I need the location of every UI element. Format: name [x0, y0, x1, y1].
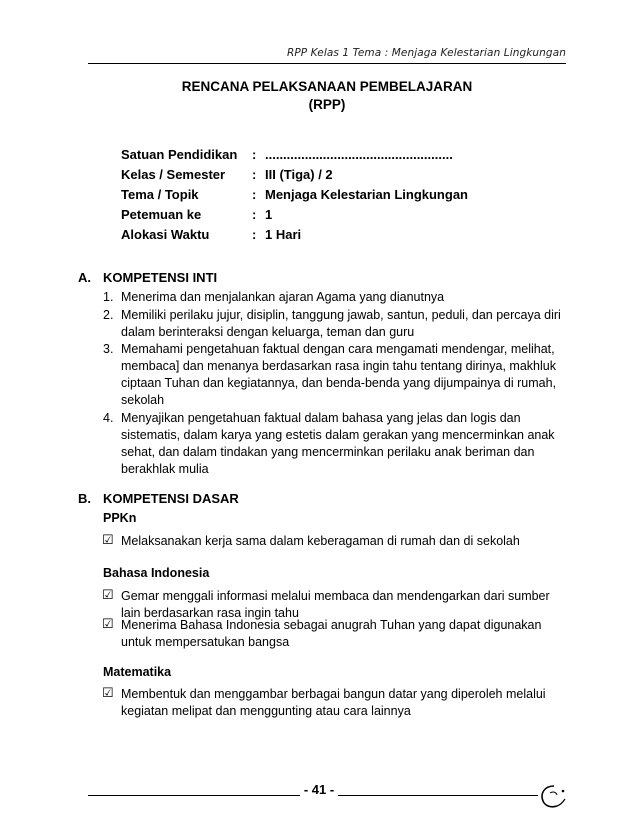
publisher-logo-icon	[536, 782, 570, 810]
info-value: III (Tiga) / 2	[265, 167, 333, 182]
kd-line: kegiatan melipat dan menggunting atau cara lainnya	[121, 704, 411, 718]
info-colon: :	[252, 227, 257, 242]
ki-line: Memahami pengetahuan faktual dengan cara mengamati mendengar, melihat,	[121, 342, 555, 356]
ki-line: ciptaan Tuhan dan kegiatannya, dan benda-benda yang dijumpainya di rumah,	[121, 376, 557, 390]
info-value: Menjaga Kelestarian Lingkungan	[265, 187, 468, 202]
ki-line: berakhlak mulia	[121, 462, 209, 476]
ki-number: 2.	[103, 308, 114, 322]
kd-line: Gemar menggali informasi melalui membaca dan mendengarkan dari sumber	[121, 589, 550, 603]
ki-item-3	[121, 341, 566, 409]
info-colon: :	[252, 187, 257, 202]
kd-line: untuk mempersatukan bangsa	[121, 635, 290, 649]
ki-number: 3.	[103, 342, 114, 356]
info-colon: :	[252, 167, 257, 182]
subject-heading-bahasa: Bahasa Indonesia	[103, 566, 210, 580]
subject-heading-ppkn: PPKn	[103, 511, 137, 525]
info-label: Petemuan ke	[121, 207, 202, 222]
checkbox-icon: ☑	[102, 616, 114, 631]
ki-item-2	[121, 307, 566, 341]
info-value: 1	[265, 207, 273, 222]
info-value: 1 Hari	[265, 227, 302, 242]
ki-line: Menyajikan pengetahuan faktual dalam bahasa yang jelas dan logis dan	[121, 411, 521, 425]
kd-line: lain berdasarkan rasa ingin tahu	[121, 606, 299, 620]
ki-line: sistematis, dalam karya yang estetis dalam gerakan yang mencerminkan anak	[121, 428, 555, 442]
kd-line: Menerima Bahasa Indonesia sebagai anugrah Tuhan yang dapat digunakan	[121, 618, 542, 632]
kd-line: Melaksanakan kerja sama dalam keberagaman di rumah dan di sekolah	[121, 534, 520, 548]
info-label: Kelas / Semester	[121, 167, 226, 182]
kd-item-ppkn-1	[121, 533, 571, 550]
ki-line: sehat, dan dalam tindakan yang mencerminkan perilaku anak beriman dan	[121, 445, 535, 459]
kd-line: Membentuk dan menggambar berbagai bangun datar yang diperoleh melalui	[121, 687, 546, 701]
doc-subtitle: (RPP)	[308, 97, 346, 112]
ki-line: Memiliki perilaku jujur, disiplin, tanggung jawab, santun, peduli, dan percaya diri	[121, 308, 561, 322]
info-colon: :	[252, 147, 257, 162]
checkbox-icon: ☑	[102, 532, 114, 547]
section-a-letter: A.	[78, 270, 91, 285]
info-value: ....................................................	[265, 147, 453, 162]
info-label: Tema / Topik	[121, 187, 199, 202]
ki-number: 1.	[103, 290, 114, 304]
running-header: RPP Kelas 1 Tema : Menjaga Kelestarian Lingkungan	[286, 47, 566, 59]
info-colon: :	[252, 207, 257, 222]
header-divider	[88, 63, 566, 64]
kd-item-bahasa-2	[121, 617, 571, 651]
subject-heading-matematika: Matematika	[103, 665, 172, 679]
checkbox-icon: ☑	[102, 587, 114, 602]
info-label: Alokasi Waktu	[121, 227, 210, 242]
section-b-title: KOMPETENSI DASAR	[103, 491, 239, 506]
kd-item-matematika-1	[121, 686, 571, 720]
ki-item-4	[121, 410, 566, 478]
ki-line: dalam berinteraksi dengan keluarga, teman dan guru	[121, 325, 415, 339]
doc-title: RENCANA PELAKSANAAN PEMBELAJARAN	[181, 79, 473, 94]
ki-item-1	[121, 289, 566, 306]
ki-number: 4.	[103, 411, 114, 425]
checkbox-icon: ☑	[102, 685, 114, 700]
section-a-title: KOMPETENSI INTI	[103, 270, 218, 285]
ki-line: membaca] dan menanya berdasarkan rasa ingin tahu tentang dirinya, makhluk	[121, 359, 556, 373]
ki-line: sekolah	[121, 393, 165, 407]
page-number-text: - 41 -	[300, 782, 338, 797]
section-b-letter: B.	[78, 491, 91, 506]
ki-line: Menerima dan menjalankan ajaran Agama yang dianutnya	[121, 290, 445, 304]
info-label: Satuan Pendidikan	[121, 147, 238, 162]
